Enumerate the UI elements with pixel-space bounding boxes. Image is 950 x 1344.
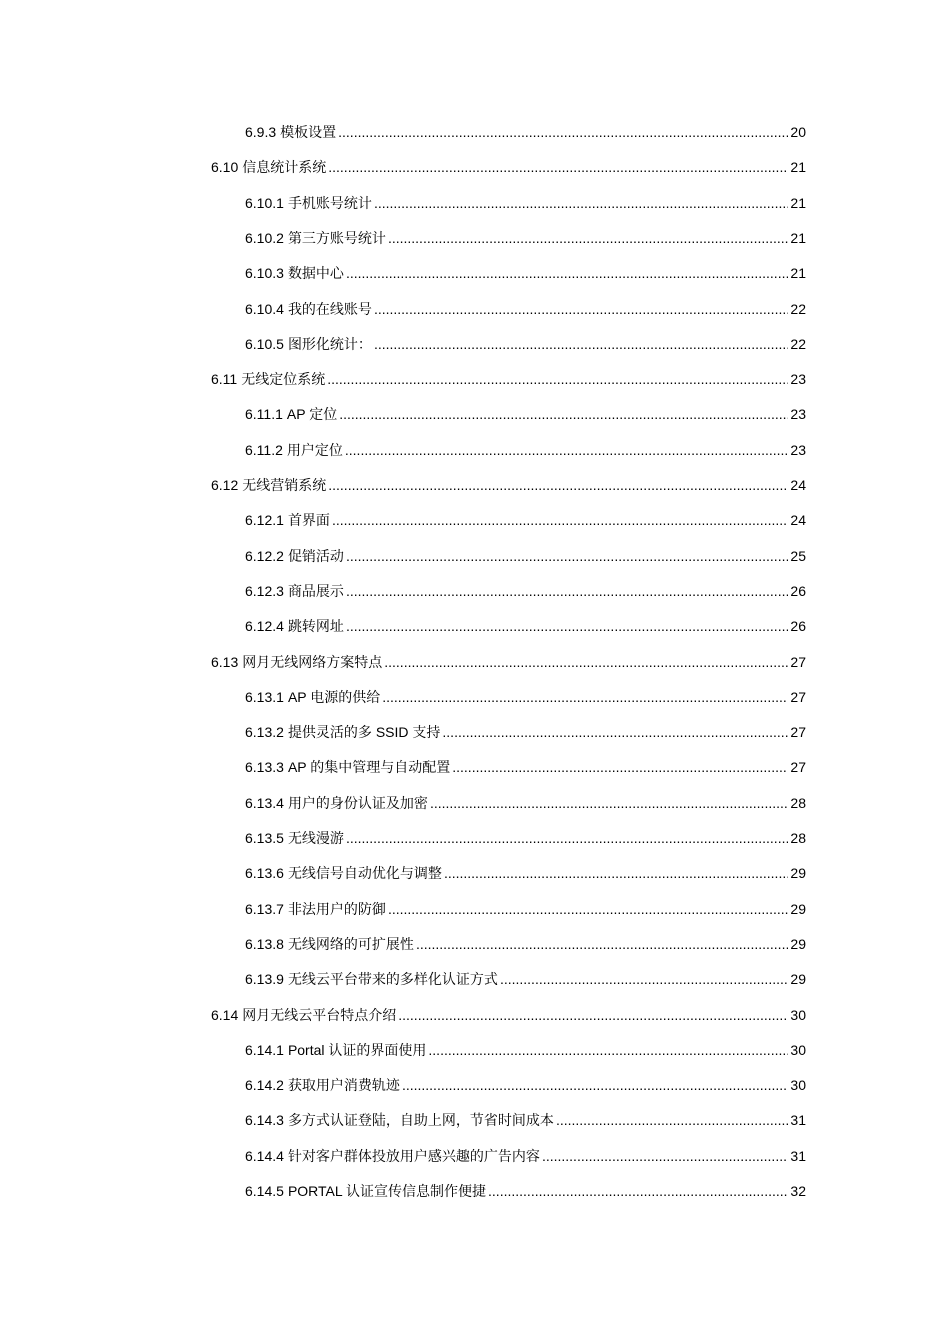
toc-entry-number: 6.14 — [211, 1006, 239, 1023]
toc-entry-page-number: 20 — [790, 124, 806, 140]
toc-entry-page-number: 25 — [790, 547, 806, 564]
toc-entry-page-number: 27 — [790, 759, 806, 776]
toc-entry-title: 首界面 — [287, 512, 330, 529]
dot-leader — [346, 261, 788, 285]
toc-entry-title: 手机账号统计 — [287, 194, 372, 211]
toc-entry-number: 6.12.1 — [245, 512, 284, 529]
dot-leader — [488, 1179, 788, 1203]
toc-entry[interactable] — [245, 1108, 806, 1132]
toc-entry-page-number: 21 — [790, 194, 806, 211]
toc-entry-page-number: 32 — [790, 1183, 806, 1199]
toc-entry-title: 无线网络的可扩展性 — [287, 935, 414, 952]
toc-entry-title: 无线云平台带来的多样化认证方式 — [287, 971, 498, 988]
dot-leader — [328, 473, 788, 497]
toc-entry-title: 无线营销系统 — [242, 477, 327, 493]
toc-entry-number: 6.11.1 — [245, 406, 283, 423]
dot-leader — [327, 367, 788, 391]
toc-entry[interactable] — [245, 897, 806, 921]
dot-leader — [398, 1003, 788, 1027]
toc-entry-number: 6.14.2 — [245, 1077, 284, 1094]
toc-entry-page-number: 24 — [790, 477, 806, 493]
dot-leader — [332, 508, 788, 532]
toc-entry-page-number: 27 — [790, 724, 806, 741]
dot-leader — [346, 826, 788, 850]
toc-entry-title: 无线信号自动优化与调整 — [287, 865, 442, 882]
toc-entry-number: 6.11 — [211, 371, 238, 388]
toc-entry[interactable] — [245, 791, 806, 815]
toc-entry-number: 6.10.5 — [245, 335, 284, 352]
toc-entry-number: 6.12.4 — [245, 618, 284, 635]
dot-leader — [374, 332, 788, 356]
dot-leader — [444, 861, 788, 885]
toc-entry[interactable] — [211, 1003, 806, 1027]
toc-entry[interactable] — [245, 1144, 806, 1168]
toc-entry-title: 网月无线网络方案特点 — [242, 653, 383, 670]
toc-entry-title: 无线定位系统 — [241, 371, 326, 388]
toc-entry-number: 6.9.3 — [245, 124, 277, 140]
toc-entry-number: 6.14.4 — [245, 1147, 284, 1164]
toc-entry-page-number: 27 — [790, 688, 806, 705]
toc-entry[interactable] — [245, 544, 806, 568]
toc-entry-page-number: 31 — [790, 1112, 806, 1129]
toc-entry-number: 6.13.6 — [245, 865, 284, 882]
toc-entry-number: 6.13.8 — [245, 935, 284, 952]
toc-entry-page-number: 24 — [790, 512, 806, 529]
toc-entry-page-number: 23 — [790, 406, 806, 423]
toc-entry-title: AP 定位 — [286, 406, 338, 423]
toc-entry-title: 获取用户消费轨迹 — [287, 1077, 400, 1094]
toc-entry-number: 6.10.2 — [245, 229, 284, 246]
toc-entry-page-number: 21 — [790, 159, 806, 176]
toc-entry-page-number: 23 — [790, 371, 806, 388]
dot-leader — [374, 297, 788, 321]
toc-entry-number: 6.13.1 — [245, 688, 284, 705]
toc-entry-number: 6.10.3 — [245, 265, 284, 282]
toc-entry-number: 6.10.4 — [245, 300, 284, 317]
dot-leader — [384, 650, 788, 674]
toc-entry-title: 我的在线账号 — [287, 300, 372, 317]
toc-entry[interactable] — [245, 932, 806, 956]
toc-entry-title: AP 的集中管理与自动配置 — [287, 759, 451, 776]
dot-leader — [346, 579, 788, 603]
toc-entry[interactable] — [245, 438, 806, 462]
dot-leader — [328, 155, 788, 179]
toc-entry-title: 商品展示 — [287, 582, 344, 599]
toc-entry-number: 6.10.1 — [245, 194, 284, 211]
toc-entry-page-number: 22 — [790, 300, 806, 317]
toc-entry-number: 6.13.9 — [245, 971, 284, 988]
toc-entry-number: 6.13.5 — [245, 830, 284, 846]
toc-entry-title: PORTAL 认证宣传信息制作便捷 — [287, 1183, 487, 1199]
toc-entry-page-number: 22 — [790, 335, 806, 352]
toc-entry-number: 6.10 — [211, 159, 239, 176]
toc-entry[interactable] — [211, 650, 806, 674]
toc-entry[interactable] — [245, 967, 806, 991]
toc-entry[interactable] — [245, 685, 806, 709]
toc-entry[interactable] — [245, 508, 806, 532]
toc-entry[interactable] — [245, 226, 806, 250]
toc-entry-page-number: 26 — [790, 618, 806, 635]
dot-leader — [416, 932, 788, 956]
toc-entry-number: 6.14.3 — [245, 1112, 284, 1129]
dot-leader — [374, 191, 788, 215]
toc-entry-number: 6.13 — [211, 653, 239, 670]
toc-entry-title: 促销活动 — [287, 547, 344, 564]
toc-entry-title: 第三方账号统计 — [287, 229, 386, 246]
toc-entry-title: 数据中心 — [287, 265, 344, 282]
toc-entry-number: 6.12.3 — [245, 582, 284, 599]
dot-leader — [500, 967, 788, 991]
dot-leader — [345, 438, 789, 462]
toc-entry-page-number: 29 — [790, 935, 806, 952]
toc-entry-title: 非法用户的防御 — [287, 900, 386, 917]
toc-entry[interactable] — [245, 755, 806, 779]
toc-entry-page-number: 21 — [790, 229, 806, 246]
toc-entry-number: 6.13.2 — [245, 724, 284, 741]
toc-entry-number: 6.12.2 — [245, 547, 284, 564]
toc-entry[interactable] — [245, 332, 806, 356]
toc-entry-title: 提供灵活的多 SSID 支持 — [287, 724, 441, 741]
toc-entry[interactable] — [211, 473, 806, 497]
toc-entry-title: 用户定位 — [286, 441, 343, 458]
toc-entry-page-number: 21 — [790, 265, 806, 282]
dot-leader — [430, 791, 788, 815]
toc-entry-title: 多方式认证登陆，自助上网，节省时间成本 — [287, 1112, 554, 1129]
dot-leader — [442, 720, 788, 744]
toc-entry[interactable] — [245, 191, 806, 215]
toc-entry-number: 6.12 — [211, 477, 239, 493]
toc-entry-page-number: 30 — [790, 1077, 806, 1094]
toc-entry[interactable] — [245, 720, 806, 744]
toc-entry-page-number: 27 — [790, 653, 806, 670]
toc-entry[interactable] — [245, 861, 806, 885]
toc-entry[interactable] — [245, 579, 806, 603]
dot-leader — [346, 614, 788, 638]
toc-entry[interactable] — [245, 402, 806, 426]
toc-entry-page-number: 30 — [790, 1041, 806, 1058]
toc-entry-page-number: 26 — [790, 582, 806, 599]
toc-entry[interactable] — [245, 1073, 806, 1097]
toc-entry-number: 6.13.7 — [245, 900, 284, 917]
toc-entry-number: 6.14.1 — [245, 1041, 284, 1058]
dot-leader — [542, 1144, 788, 1168]
toc-entry[interactable] — [245, 261, 806, 285]
dot-leader — [338, 120, 788, 144]
toc-entry-title: 模板设置 — [280, 124, 337, 140]
toc-entry-number: 6.13.4 — [245, 794, 284, 811]
toc-entry[interactable] — [245, 1179, 806, 1203]
dot-leader — [428, 1038, 788, 1062]
toc-entry-title: 用户的身份认证及加密 — [287, 794, 428, 811]
dot-leader — [452, 755, 788, 779]
dot-leader — [388, 897, 788, 921]
toc-entry-number: 6.13.3 — [245, 759, 284, 776]
dot-leader — [556, 1108, 788, 1132]
toc-entry-page-number: 23 — [790, 441, 806, 458]
dot-leader — [402, 1073, 788, 1097]
toc-entry-page-number: 29 — [790, 900, 806, 917]
toc-entry-page-number: 29 — [790, 865, 806, 882]
toc-entry-title: 网月无线云平台特点介绍 — [242, 1006, 397, 1023]
toc-entry-page-number: 28 — [790, 830, 806, 846]
toc-entry-title: 信息统计系统 — [242, 159, 327, 176]
toc-entry-title: 无线漫游 — [287, 830, 344, 846]
toc-entry[interactable] — [211, 155, 806, 179]
dot-leader — [339, 402, 788, 426]
toc-entry-page-number: 31 — [790, 1147, 806, 1164]
toc-entry[interactable] — [211, 367, 806, 391]
dot-leader — [388, 226, 788, 250]
toc-entry[interactable] — [245, 1038, 806, 1062]
toc-entry[interactable] — [245, 120, 806, 144]
toc-entry-title: 图形化统计： — [287, 335, 372, 352]
toc-entry-title: 针对客户群体投放用户感兴趣的广告内容 — [287, 1147, 540, 1164]
toc-entry-page-number: 29 — [790, 971, 806, 988]
dot-leader — [346, 544, 788, 568]
toc-entry-number: 6.11.2 — [245, 441, 283, 458]
toc-entry-title: Portal 认证的界面使用 — [287, 1041, 427, 1058]
toc-entry-page-number: 28 — [790, 794, 806, 811]
toc-entry[interactable] — [245, 614, 806, 638]
toc-entry-title: 跳转网址 — [287, 618, 344, 635]
toc-entry[interactable] — [245, 297, 806, 321]
toc-entry-page-number: 30 — [790, 1006, 806, 1023]
dot-leader — [382, 685, 788, 709]
toc-entry-title: AP 电源的供给 — [287, 688, 381, 705]
toc-entry-number: 6.14.5 — [245, 1183, 284, 1199]
toc-entry[interactable] — [245, 826, 806, 850]
